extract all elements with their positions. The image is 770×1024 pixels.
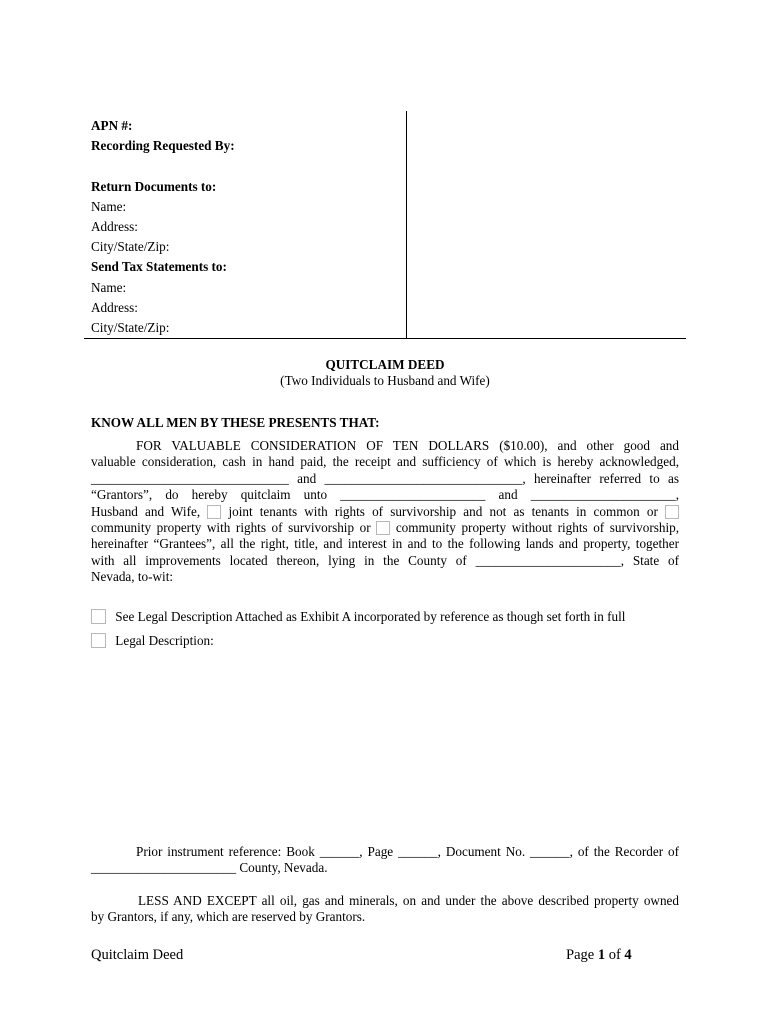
body-line-9: Nevada, to-wit: xyxy=(91,569,174,585)
page-number: 1 xyxy=(597,947,606,963)
header-spacer xyxy=(91,156,235,176)
page-total: 4 xyxy=(624,947,632,963)
body-line-8 xyxy=(91,553,679,569)
return-address-label: Address: xyxy=(91,218,138,234)
community-survivorship-checkbox[interactable] xyxy=(665,505,679,519)
community-survivorship-text: community property with rights of survivorship or xyxy=(91,519,371,535)
less-line-1: LESS AND EXCEPT all oil, gas and minerals, on and under the above described property owned xyxy=(138,893,679,908)
body-line-5 xyxy=(91,504,679,520)
page-word: Page xyxy=(566,947,595,963)
community-no-survivorship-text: community property without rights of survivorship, xyxy=(395,519,680,535)
page-indicator xyxy=(566,947,632,963)
legal-description-label: Legal Description: xyxy=(115,633,214,648)
and-word: and xyxy=(297,470,317,486)
body-line-3 xyxy=(91,471,679,487)
return-documents-label: Return Documents to: xyxy=(91,178,217,194)
grantee-1-blank[interactable]: ______________________ xyxy=(340,487,486,503)
joint-tenants-checkbox[interactable] xyxy=(207,505,221,519)
body-line-6 xyxy=(91,520,679,536)
body-line-1: FOR VALUABLE CONSIDERATION OF TEN DOLLARS ($10.00), and other good and xyxy=(136,438,679,453)
state-of-text: , State of xyxy=(620,552,680,568)
county-text: with all improvements located thereon, lying in the County of xyxy=(91,552,467,568)
tax-statements-label: Send Tax Statements to: xyxy=(91,259,227,275)
body-line-4 xyxy=(91,487,679,503)
grantee-2-blank[interactable]: ______________________, xyxy=(530,487,680,503)
grantor-2-blank[interactable]: ______________________________ xyxy=(324,470,523,486)
body-line-7: hereinafter “Grantees”, all the right, title, and interest in and to the following lands and property, together xyxy=(91,536,679,552)
return-name-label: Name: xyxy=(91,198,127,214)
unto-word: unto xyxy=(303,487,328,503)
legal-description-checkbox[interactable] xyxy=(91,633,106,648)
do-word: do xyxy=(165,487,179,503)
husband-wife-text: Husband and Wife, xyxy=(91,503,201,519)
prior-instrument-paragraph xyxy=(91,844,679,877)
hereby-word: hereby xyxy=(191,487,228,503)
tax-name-label: Name: xyxy=(91,279,127,295)
community-no-survivorship-checkbox[interactable] xyxy=(376,521,390,535)
header-divider xyxy=(406,111,407,338)
recording-info xyxy=(91,116,235,338)
body-line-2: valuable consideration, cash in hand paid, the receipt and sufficiency of which is hereby acknowledged, xyxy=(91,454,679,470)
apn-label: APN #: xyxy=(91,118,133,133)
know-all-heading: KNOW ALL MEN BY THESE PRESENTS THAT: xyxy=(91,415,380,430)
tax-city-label: City/State/Zip: xyxy=(91,319,170,335)
prior-line-2: ______________________ County, Nevada. xyxy=(91,860,328,876)
exhibit-option xyxy=(91,609,625,625)
document-subtitle: (Two Individuals to Husband and Wife) xyxy=(280,373,490,388)
recording-requested-label: Recording Requested By: xyxy=(91,138,235,154)
prior-line-1: Prior instrument reference: Book ______, Page ______, Document No. ______, of the Recorder of xyxy=(136,844,679,859)
legal-description-option xyxy=(91,633,214,649)
referred-text: , hereinafter referred to as xyxy=(522,470,679,486)
return-city-label: City/State/Zip: xyxy=(91,239,170,255)
exhibit-label: See Legal Description Attached as Exhibit A incorporated by reference as though set forth in full xyxy=(115,609,626,624)
joint-tenants-text: joint tenants with rights of survivorship and not as tenants in common or xyxy=(228,503,658,519)
and-word-2: and xyxy=(498,487,518,503)
grantors-word: “Grantors”, xyxy=(91,487,153,503)
tax-address-label: Address: xyxy=(91,299,138,315)
conveyance-paragraph xyxy=(91,438,679,586)
grantor-1-blank[interactable]: ______________________________ xyxy=(91,470,289,486)
exhibit-checkbox[interactable] xyxy=(91,609,106,624)
of-word: of xyxy=(608,947,621,963)
footer-doc-name: Quitclaim Deed xyxy=(91,947,184,963)
less-line-2: by Grantors, if any, which are reserved by Grantors. xyxy=(91,909,366,925)
county-blank[interactable]: ______________________ xyxy=(475,552,621,568)
document-title: QUITCLAIM DEED xyxy=(325,357,445,372)
quitclaim-word: quitclaim xyxy=(240,487,291,503)
less-except-paragraph xyxy=(91,893,679,926)
